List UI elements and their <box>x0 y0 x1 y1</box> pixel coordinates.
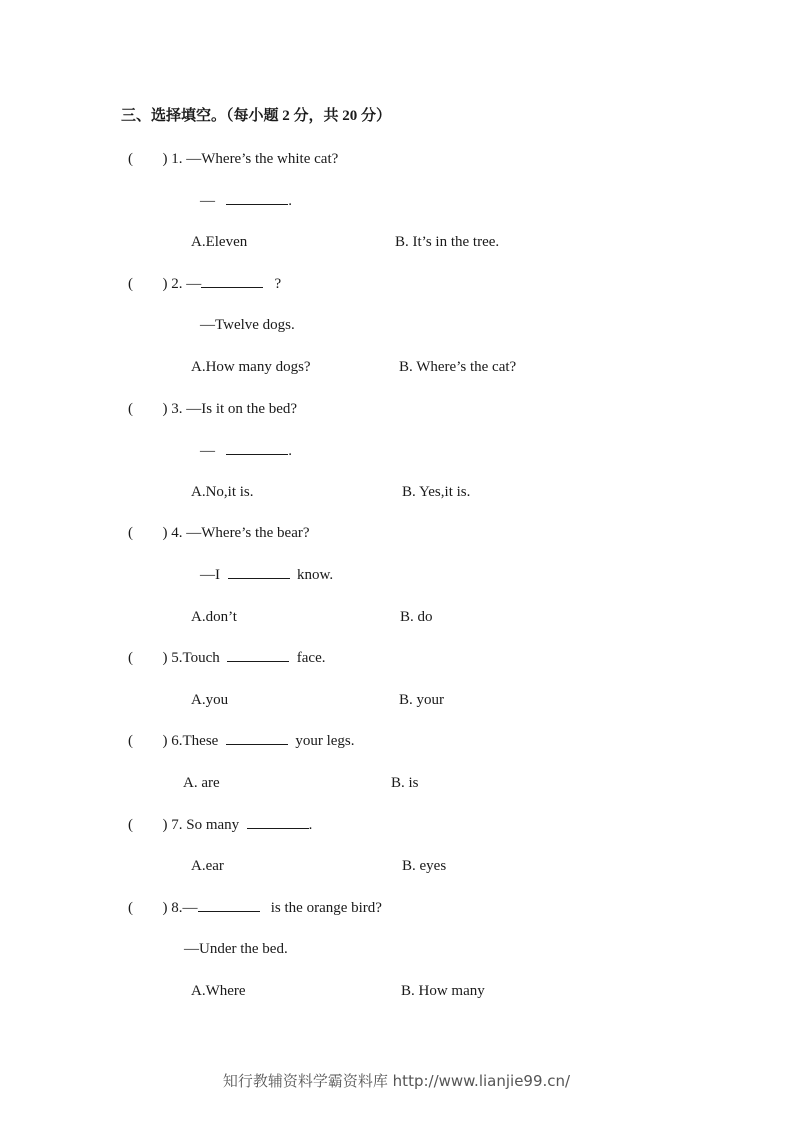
fill-blank[interactable] <box>201 275 263 288</box>
question-2-option-b[interactable]: B. Where’s the cat? <box>399 359 517 375</box>
fill-blank[interactable] <box>228 566 290 579</box>
question-end: . <box>308 817 313 833</box>
fill-blank[interactable] <box>227 649 289 662</box>
answer-paren-open: ( <box>128 276 133 292</box>
fill-blank[interactable] <box>226 732 288 745</box>
question-3-reply <box>200 442 292 460</box>
question-1-option-a[interactable]: A.Eleven <box>191 234 248 250</box>
question-6-option-a[interactable]: A. are <box>183 775 220 791</box>
answer-paren-close: ) <box>162 525 168 541</box>
question-text: 7. So many <box>171 817 240 833</box>
answer-paren-close: ) <box>162 817 168 833</box>
question-3 <box>128 400 297 418</box>
question-end: face. <box>296 650 326 666</box>
answer-paren-open: ( <box>128 401 133 417</box>
question-text: 2. — <box>171 276 202 292</box>
reply-dash: — <box>200 443 215 459</box>
question-6 <box>128 732 355 750</box>
reply-dash: — <box>200 193 215 209</box>
answer-paren-close: ) <box>162 151 168 167</box>
question-2-option-a[interactable]: A.How many dogs? <box>191 359 311 375</box>
reply-end: know. <box>297 567 334 583</box>
answer-paren-open: ( <box>128 151 133 167</box>
answer-paren-open: ( <box>128 817 133 833</box>
question-7-option-a[interactable]: A.ear <box>191 858 224 874</box>
answer-paren-open: ( <box>128 650 133 666</box>
answer-paren-close: ) <box>162 733 168 749</box>
section-heading: 三、选择填空。（每小题 2 分，共 20 分） <box>121 108 392 124</box>
question-1-option-b[interactable]: B. It’s in the tree. <box>395 234 500 250</box>
answer-paren-open: ( <box>128 525 133 541</box>
question-8-reply: —Under the bed. <box>184 941 288 957</box>
reply-end: . <box>288 193 292 209</box>
question-3-option-b[interactable]: B. Yes,it is. <box>402 484 471 500</box>
question-4 <box>128 524 310 542</box>
question-3-option-a[interactable]: A.No,it is. <box>191 484 254 500</box>
fill-blank[interactable] <box>247 816 309 829</box>
question-8-option-a[interactable]: A.Where <box>191 983 246 999</box>
fill-blank[interactable] <box>226 192 288 205</box>
question-5-option-b[interactable]: B. your <box>399 692 444 708</box>
question-text: 3. —Is it on the bed? <box>171 401 298 417</box>
question-4-option-a[interactable]: A.don’t <box>191 609 237 625</box>
answer-paren-close: ) <box>162 276 168 292</box>
fill-blank[interactable] <box>226 442 288 455</box>
footer-watermark: 知行教辅资料学霸资料库 http://www.lianjie99.cn/ <box>222 1072 571 1090</box>
question-text: 8.— <box>171 900 198 916</box>
question-text: 6.These <box>171 733 219 749</box>
answer-paren-open: ( <box>128 733 133 749</box>
question-5-option-a[interactable]: A.you <box>191 692 229 708</box>
question-text: 4. —Where’s the bear? <box>171 525 310 541</box>
question-8 <box>128 899 382 917</box>
answer-paren-close: ) <box>162 401 168 417</box>
question-end: is the orange bird? <box>270 900 382 916</box>
question-1 <box>128 150 338 168</box>
question-2-reply: —Twelve dogs. <box>200 317 295 333</box>
question-5 <box>128 649 326 667</box>
question-4-reply <box>200 566 333 584</box>
reply-text: —I <box>200 567 220 583</box>
question-end: ? <box>274 276 282 292</box>
question-end: your legs. <box>295 733 355 749</box>
question-7 <box>128 816 312 834</box>
question-1-reply <box>200 192 292 210</box>
fill-blank[interactable] <box>198 899 260 912</box>
reply-end: . <box>288 443 292 459</box>
question-7-option-b[interactable]: B. eyes <box>402 858 447 874</box>
question-6-option-b[interactable]: B. is <box>391 775 419 791</box>
answer-paren-close: ) <box>162 900 168 916</box>
answer-paren-close: ) <box>162 650 168 666</box>
answer-paren-open: ( <box>128 900 133 916</box>
question-4-option-b[interactable]: B. do <box>400 609 433 625</box>
question-8-option-b[interactable]: B. How many <box>401 983 485 999</box>
question-2 <box>128 275 281 293</box>
question-text: 5.Touch <box>171 650 220 666</box>
question-text: 1. —Where’s the white cat? <box>171 151 339 167</box>
